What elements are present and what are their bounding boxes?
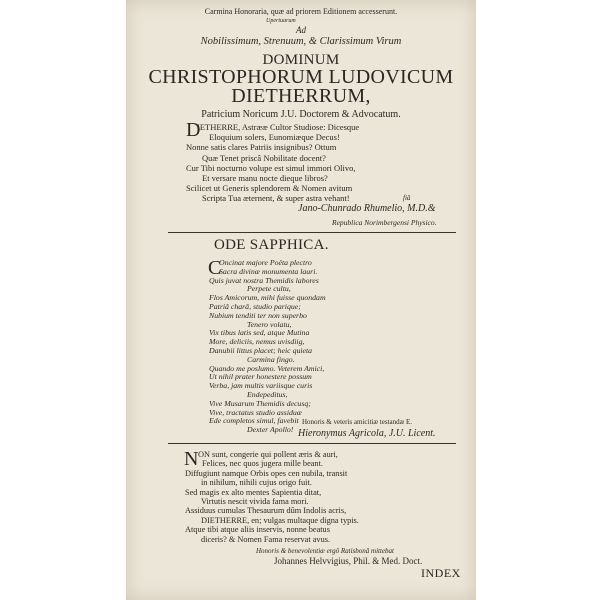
verse-line: diceris? & Nomen Fama reservat avus. (201, 534, 331, 544)
ode-heading: ODE SAPPHICA. (214, 237, 329, 253)
verse-line: Tenero volatu, (247, 319, 292, 329)
verse-line: Scripta Tua æternent, & super astra vehant! (202, 193, 350, 204)
verse-line: Scilicet ut Generis splendorem & Nomen avitum (186, 183, 353, 194)
verse-line: Oncinat majore Poëta plectro (219, 258, 312, 267)
verse-line: Atque tibi atque aliis inservis, nonne beatus (185, 525, 330, 535)
drop-cap-d: D (186, 119, 201, 141)
verse-line: Et versare manu nocte dieque libros? (202, 173, 328, 184)
verse-line: Ut nihil prater honestere possum (209, 372, 312, 382)
verse-line: Quando me poslumo. Veterem Amici, (209, 363, 325, 373)
handwritten-note: Upertuarum (266, 18, 296, 24)
verse-line: Nonne satis clares Patriis insignibus? Ottum (186, 142, 337, 153)
verse-line: Felices, nec quos jugera mille beant. (202, 459, 323, 469)
signature-dedication: Honoris & veteris amicitiæ testandæ E. (302, 418, 413, 426)
verse-line: Flos Amicorum, mihi fuisse quondam (209, 293, 326, 303)
poem1-verse (186, 122, 360, 204)
verse-line: Endepeditus, (247, 389, 288, 399)
book-page (126, 0, 476, 600)
verse-line: Vix tibus latis sed, atque Mutina (209, 328, 310, 338)
drop-cap-c: C (208, 257, 222, 279)
signature-title: Republica Norimbergensi Physico. (332, 218, 437, 227)
honoree-title: Patricium Noricum J.U. Doctorem & Advocatum. (201, 109, 401, 120)
section-divider (168, 232, 456, 233)
dominum-line: DOMINUM (262, 52, 340, 68)
poem3-verse (185, 450, 359, 544)
verse-line: Vive, tractatus studio assiduæ (209, 407, 302, 417)
verse-line: Ede completos simul, favebit (209, 416, 299, 426)
signature-name: Johannes Helvvigius, Phil. & Med. Doct. (274, 556, 423, 566)
verse-line: Dexter Apollo! (247, 425, 294, 435)
verse-line: Quæ Tenet priscâ Nobilitate docent? (202, 152, 326, 163)
verse-line: Perpete cultu, (247, 284, 291, 294)
verse-line: Diffugiunt namque Orbis opes cen nubila, transit (185, 468, 348, 478)
honoree-name-line2: DIETHERRUM, (231, 85, 371, 107)
verse-line: Eloquium solers, Eunomiæque Decus! (209, 132, 340, 143)
verse-line: Sed magis ex alto mentes Sapientia ditat, (185, 487, 322, 497)
verse-line: Vive Musarum Themidis decusq; (209, 398, 311, 408)
verse-line: Quis juvat nostra Themidis labores (209, 275, 319, 285)
verse-line: IETHERRE, Astrææ Cultor Studiose: Dicesque (197, 122, 360, 132)
signature-name: Hieronymus Agricola, J.U. Licent. (298, 428, 436, 439)
verse-line: Sacra divinæ monumenta lauri. (219, 266, 318, 276)
ad-label: Ad (296, 25, 306, 35)
signature-name: Jano-Chunrado Rhumelio, M.D.& (298, 203, 436, 214)
honoree-name-line1: CHRISTOPHORUM LUDOVICUM (148, 66, 454, 88)
verse-line: Danubii littus placet; heic quieta (209, 345, 313, 355)
signature-dedication: Honoris & benevolentiæ ergô Ratisbonâ mittebat (256, 547, 394, 555)
verse-line: in nihilum, nihili cujus origo fuit. (201, 478, 312, 488)
verse-line: More, deliciis, nemus uvisdiig, (209, 337, 305, 347)
drop-cap-n: N (184, 448, 199, 470)
verse-line: Patriâ charâ, studio parique; (209, 301, 301, 311)
verse-line: Carmina fingo. (247, 354, 295, 364)
section-divider (168, 443, 456, 444)
poem2-verse (209, 258, 326, 435)
verse-line: DIETHERRE, en; vulgas multaque digna typis. (201, 515, 359, 525)
verse-line: Verba, jam multis variisque curis (209, 381, 313, 391)
catchword: INDEX (421, 566, 461, 580)
collection-heading: Carmina Honoraria, quæ ad priorem Editionem accesserunt. (204, 7, 398, 16)
verse-line: Assiduus cumulas Thesaurum dûm Indolis acris, (185, 506, 347, 516)
verse-line: Nubium tenditi ter non superbo (209, 310, 307, 320)
verse-line: ON sunt, congerie qui pollent æris & auri, (198, 450, 338, 459)
addressee-line: Nobilissimum, Strenuum, & Clarissimum Virum (200, 36, 402, 47)
verse-line: Cur Tibi nocturno volupe est simul immori Olivo, (186, 162, 356, 173)
verse-line: Virtutis nescit vivida fama mori. (201, 497, 309, 507)
signature-mark: fiâ (403, 194, 411, 202)
